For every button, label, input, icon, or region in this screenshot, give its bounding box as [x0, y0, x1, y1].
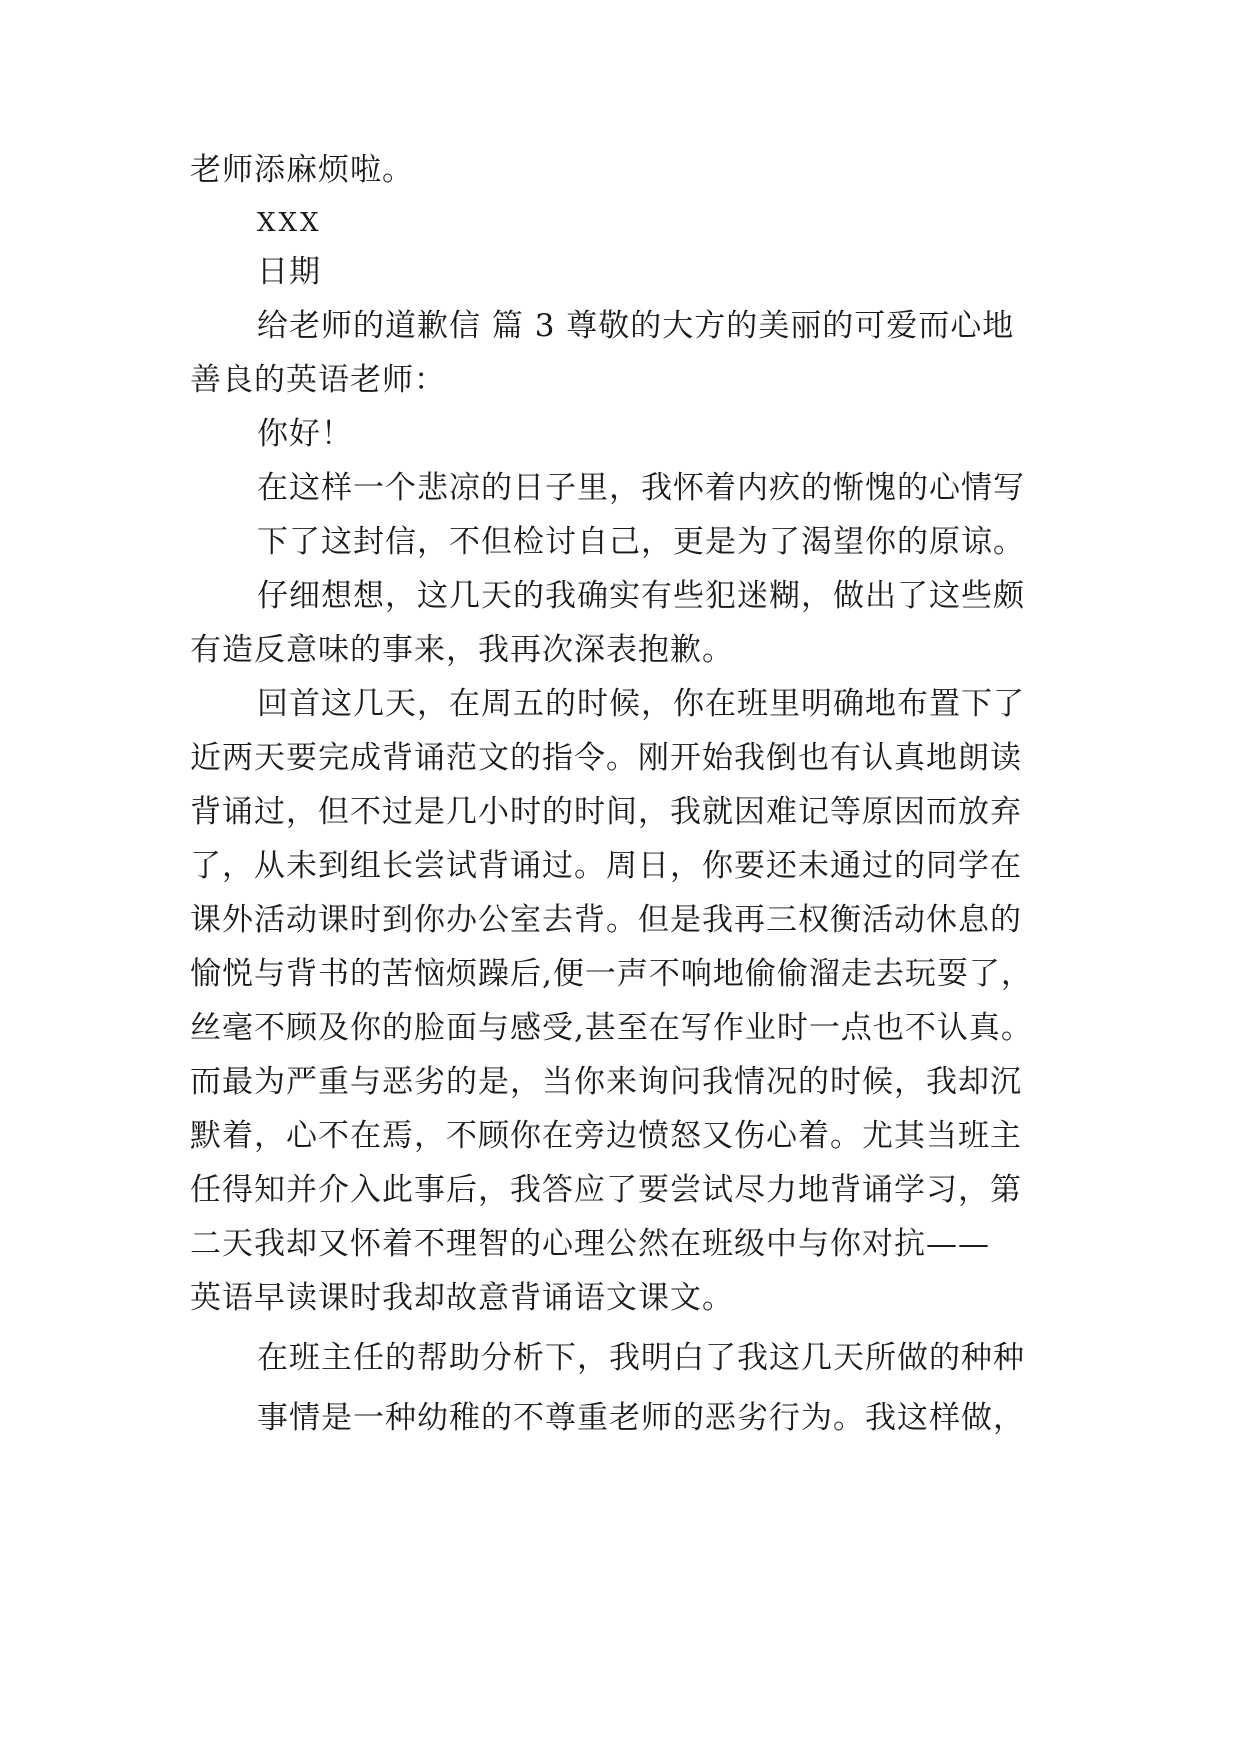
- body-text-line: 近两天要完成背诵范文的指令。刚开始我倒也有认真地朗读: [190, 740, 1022, 776]
- greeting-line: 你好！: [257, 416, 353, 452]
- body-text-line: 背诵过，但不过是几小时的时间，我就因难记等原因而放弃: [190, 794, 1022, 830]
- body-text-line: 二天我却又怀着不理智的心理公然在班级中与你对抗——: [190, 1226, 990, 1262]
- body-text-line: 老师添麻烦啦。: [190, 152, 414, 188]
- body-text-line: 而最为严重与恶劣的是，当你来询问我情况的时候，我却沉: [190, 1064, 1022, 1100]
- signature-name: XXX: [257, 208, 322, 238]
- body-text-line: 任得知并介入此事后，我答应了要尝试尽力地背诵学习，第: [190, 1172, 1022, 1208]
- body-text-line: 事情是一种幼稚的不尊重老师的恶劣行为。我这样做，: [257, 1400, 1025, 1436]
- body-text-line: 下了这封信，不但检讨自己，更是为了渴望你的原谅。: [257, 524, 1025, 560]
- letter-heading-line: 善良的英语老师：: [190, 362, 446, 398]
- body-text-line: 了，从未到组长尝试背诵过。周日，你要还未通过的同学在: [190, 848, 1022, 884]
- signature-date: 日期: [257, 254, 321, 290]
- body-text-line: 愉悦与背书的苦恼烦躁后,便一声不响地偷偷溜走去玩耍了，: [190, 956, 1033, 992]
- body-text-line: 英语早读课时我却故意背诵语文课文。: [190, 1280, 734, 1316]
- body-text-line: 在班主任的帮助分析下，我明白了我这几天所做的种种: [257, 1340, 1025, 1376]
- body-text-line: 课外活动课时到你办公室去背。但是我再三权衡活动休息的: [190, 902, 1022, 938]
- body-text-line: 丝毫不顾及你的脸面与感受,甚至在写作业时一点也不认真。: [190, 1010, 1033, 1046]
- letter-heading-line: 给老师的道歉信 篇 3 尊敬的大方的美丽的可爱而心地: [257, 308, 1015, 344]
- body-text-line: 默着，心不在焉，不顾你在旁边愤怒又伤心着。尤其当班主: [190, 1118, 1022, 1154]
- body-text-line: 在这样一个悲凉的日子里，我怀着内疚的惭愧的心情写: [257, 470, 1025, 506]
- body-text-line: 有造反意味的事来，我再次深表抱歉。: [190, 632, 734, 668]
- body-text-line: 回首这几天，在周五的时候，你在班里明确地布置下了: [257, 686, 1025, 722]
- body-text-line: 仔细想想，这几天的我确实有些犯迷糊，做出了这些颇: [257, 578, 1025, 614]
